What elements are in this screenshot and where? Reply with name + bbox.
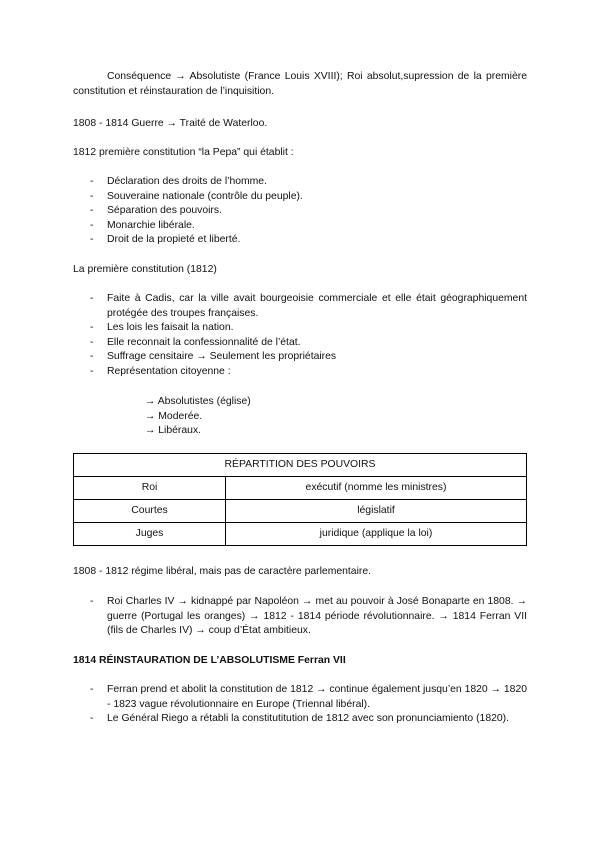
table-row xyxy=(74,500,527,523)
war-paragraph: 1808 - 1814 Guerre → Traité de Waterloo. xyxy=(73,118,268,129)
list-item: - Le Général Riego a rétabli la constitutitution de 1812 avec son pronunciamiento (1820). xyxy=(73,712,527,727)
pepa-list xyxy=(73,175,527,248)
table-cell-power: exécutif (nomme les ministres) xyxy=(226,477,527,500)
table-row xyxy=(74,477,527,500)
charles-list xyxy=(73,595,527,639)
constitution-list xyxy=(73,292,527,379)
list-item: → Libéraux. xyxy=(145,425,202,436)
table-row xyxy=(74,523,527,546)
list-item: - Elle reconnait la confessionnalité de l’état. xyxy=(73,336,527,351)
list-item: - Souveraine nationale (contrôle du peuple). xyxy=(73,190,527,205)
table-cell-power: législatif xyxy=(226,500,527,523)
list-item: - Monarchie libérale. xyxy=(73,219,527,234)
ferran-list xyxy=(73,683,527,727)
first-constitution-paragraph: La première constitution (1812) xyxy=(73,264,217,275)
list-item: - Droit de la propieté et liberté. xyxy=(73,233,527,248)
powers-table xyxy=(73,453,527,546)
list-item: - Séparation des pouvoirs. xyxy=(73,204,527,219)
table-cell-body: Juges xyxy=(74,523,226,546)
list-item: - Déclaration des droits de l’homme. xyxy=(73,175,527,190)
list-item: → Absolutistes (église) xyxy=(145,396,251,407)
list-item: - Suffrage censitaire → Seulement les propriétaires xyxy=(73,350,527,365)
list-item: - Les lois les faisait la nation. xyxy=(73,321,527,336)
table-cell-body: Courtes xyxy=(74,500,226,523)
pepa-paragraph: 1812 première constitution “la Pepa” qui établit : xyxy=(73,147,294,158)
table-cell-power: juridique (applique la loi) xyxy=(226,523,527,546)
list-item: - Faite à Cadis, car la ville avait bourgeoisie commerciale et elle était géographiquement protégée des troupes françaises. xyxy=(73,292,527,321)
list-item: - Ferran prend et abolit la constitution de 1812 → continue également jusqu’en 1820 → 1820 - 1823 vague révolutionnaire en Europe (Triennal libéral). xyxy=(73,683,527,712)
liberal-regime-paragraph: 1808 - 1812 régime libéral, mais pas de caractère parlementaire. xyxy=(73,566,372,577)
representation-list xyxy=(145,395,445,439)
list-item: - Représentation citoyenne : xyxy=(73,365,527,380)
reinstauration-heading: 1814 RÉINSTAURATION DE L’ABSOLUTISME Ferran VII xyxy=(73,655,346,666)
table-cell-body: Roi xyxy=(74,477,226,500)
list-item: - Roi Charles IV → kidnappé par Napoléon → met au pouvoir à José Bonaparte en 1808. → guerre (Portugal les oranges) → 1812 - 1814 période révolutionnaire. → 1814 Ferran VII (fils de Charles IV) → coup d’État ambitieux. xyxy=(73,595,527,639)
table-title: RÉPARTITION DES POUVOIRS xyxy=(74,454,527,477)
consequence-paragraph: Conséquence → Absolutiste (France Louis XVIII); Roi absolut,supression de la première constitution et réinstauration de l’inquisition. xyxy=(73,71,527,97)
list-item: → Moderée. xyxy=(145,410,203,422)
